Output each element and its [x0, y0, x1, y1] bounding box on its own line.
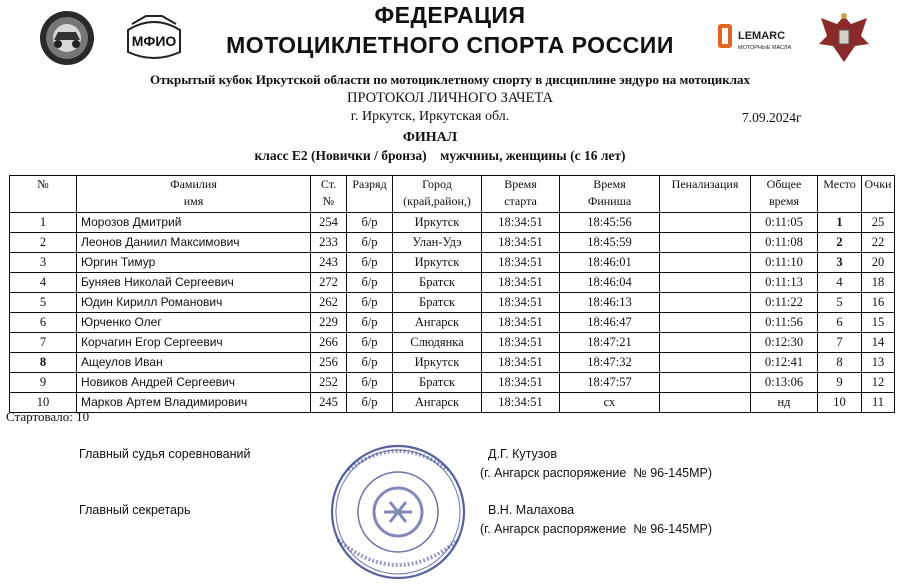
cell-total: 0:13:06 — [751, 373, 818, 393]
federation-title-line1: ФЕДЕРАЦИЯ — [374, 2, 526, 28]
col-bib-header: Ст. № — [311, 176, 347, 213]
cell-total: 0:12:41 — [751, 353, 818, 373]
cell-bib: 262 — [311, 293, 347, 313]
event-date: 7.09.2024г — [742, 110, 802, 125]
cell-points: 22 — [862, 233, 895, 253]
cell-total: 0:11:08 — [751, 233, 818, 253]
cell-name: Юдин Кирилл Романович — [77, 293, 311, 313]
cup-title: Открытый кубок Иркутской области по мотоциклетному спорту в дисциплине эндуро на мотоциклах — [149, 72, 751, 87]
cell-rank: б/р — [347, 253, 393, 273]
cell-penalty — [660, 293, 751, 313]
cell-penalty — [660, 233, 751, 253]
cell-total: 0:11:13 — [751, 273, 818, 293]
cell-finish: 18:45:56 — [560, 213, 660, 233]
table-row — [10, 233, 895, 253]
cell-points: 18 — [862, 273, 895, 293]
cell-place: 8 — [818, 353, 862, 373]
col-name-header: Фамилия имя — [77, 176, 311, 213]
cell-place: 4 — [818, 273, 862, 293]
cell-bib: 272 — [311, 273, 347, 293]
cell-total: нд — [751, 393, 818, 413]
cell-place: 1 — [818, 213, 862, 233]
cell-num: 4 — [10, 273, 77, 293]
cell-city: Иркутск — [393, 253, 482, 273]
cell-num: 8 — [10, 353, 77, 373]
cell-rank: б/р — [347, 313, 393, 333]
cell-city: Иркутск — [393, 213, 482, 233]
cell-name: Марков Артем Владимирович — [77, 393, 311, 413]
cell-rank: б/р — [347, 213, 393, 233]
cell-rank: б/р — [347, 293, 393, 313]
cell-start: 18:34:51 — [482, 393, 560, 413]
cell-num: 10 — [10, 393, 77, 413]
col-penalty-header: Пенализация — [660, 176, 751, 213]
cell-points: 11 — [862, 393, 895, 413]
cell-points: 12 — [862, 373, 895, 393]
cell-name: Морозов Дмитрий — [77, 213, 311, 233]
cell-penalty — [660, 253, 751, 273]
cell-name: Леонов Даниил Максимович — [77, 233, 311, 253]
col-rank-header: Разряд — [347, 176, 393, 213]
col-place-header: Место — [818, 176, 862, 213]
cell-bib: 256 — [311, 353, 347, 373]
col-city-header: Город (край,район,) — [393, 176, 482, 213]
cell-penalty — [660, 273, 751, 293]
cell-total: 0:12:30 — [751, 333, 818, 353]
cell-points: 25 — [862, 213, 895, 233]
cell-penalty — [660, 393, 751, 413]
table-row — [10, 393, 895, 413]
table-row — [10, 213, 895, 233]
table-row — [10, 333, 895, 353]
cell-bib: 254 — [311, 213, 347, 233]
cell-name: Юргин Тимур — [77, 253, 311, 273]
cell-finish: сх — [560, 393, 660, 413]
cell-penalty — [660, 213, 751, 233]
col-start-header: Время старта — [482, 176, 560, 213]
cell-finish: 18:47:21 — [560, 333, 660, 353]
cell-bib: 243 — [311, 253, 347, 273]
cell-num: 2 — [10, 233, 77, 253]
svg-text:МОТОРНЫЕ МАСЛА: МОТОРНЫЕ МАСЛА — [738, 45, 792, 51]
cell-bib: 266 — [311, 333, 347, 353]
cell-penalty — [660, 313, 751, 333]
cell-points: 14 — [862, 333, 895, 353]
cell-city: Улан-Удэ — [393, 233, 482, 253]
svg-text:LEMARC: LEMARC — [738, 30, 786, 42]
cell-place: 10 — [818, 393, 862, 413]
cell-rank: б/р — [347, 393, 393, 413]
cell-num: 7 — [10, 333, 77, 353]
cell-total: 0:11:56 — [751, 313, 818, 333]
chief-judge-order: (г. Ангарск распоряжение № 96-145МР) — [480, 466, 713, 480]
cell-start: 18:34:51 — [482, 293, 560, 313]
cell-finish: 18:46:47 — [560, 313, 660, 333]
cell-penalty — [660, 353, 751, 373]
cell-finish: 18:46:13 — [560, 293, 660, 313]
cell-place: 3 — [818, 253, 862, 273]
cell-start: 18:34:51 — [482, 213, 560, 233]
cell-city: Братск — [393, 293, 482, 313]
cell-start: 18:34:51 — [482, 333, 560, 353]
cell-start: 18:34:51 — [482, 353, 560, 373]
cell-place: 6 — [818, 313, 862, 333]
cell-name: Новиков Андрей Сергеевич — [77, 373, 311, 393]
table-header-row — [10, 176, 895, 213]
cell-name: Юрченко Олег — [77, 313, 311, 333]
cell-points: 13 — [862, 353, 895, 373]
chief-secretary-order: (г. Ангарск распоряжение № 96-145МР) — [480, 522, 713, 536]
started-count: Стартовало: 10 — [6, 409, 90, 424]
stage-title: ФИНАЛ — [402, 130, 458, 145]
cell-city: Братск — [393, 373, 482, 393]
cell-finish: 18:47:57 — [560, 373, 660, 393]
table-row — [10, 313, 895, 333]
cell-start: 18:34:51 — [482, 233, 560, 253]
svg-text:МФИО: МФИО — [131, 33, 177, 49]
cell-num: 3 — [10, 253, 77, 273]
col-num-header: № — [10, 176, 77, 213]
cell-points: 20 — [862, 253, 895, 273]
cell-points: 15 — [862, 313, 895, 333]
cell-total: 0:11:10 — [751, 253, 818, 273]
cell-start: 18:34:51 — [482, 273, 560, 293]
cell-num: 1 — [10, 213, 77, 233]
cell-city: Слюдянка — [393, 333, 482, 353]
cell-finish: 18:46:04 — [560, 273, 660, 293]
col-points-header: Очки — [862, 176, 895, 213]
cell-finish: 18:46:01 — [560, 253, 660, 273]
table-row — [10, 353, 895, 373]
cell-name: Буняев Николай Сергеевич — [77, 273, 311, 293]
cell-rank: б/р — [347, 333, 393, 353]
cell-rank: б/р — [347, 273, 393, 293]
cell-name: Корчагин Егор Сергеевич — [77, 333, 311, 353]
cell-start: 18:34:51 — [482, 313, 560, 333]
protocol-title: ПРОТОКОЛ ЛИЧНОГО ЗАЧЕТА — [346, 90, 554, 106]
cell-name: Ащеулов Иван — [77, 353, 311, 373]
cell-num: 9 — [10, 373, 77, 393]
table-row — [10, 273, 895, 293]
cell-penalty — [660, 373, 751, 393]
cell-bib: 229 — [311, 313, 347, 333]
event-location: г. Иркутск, Иркутская обл. — [350, 109, 510, 124]
cell-points: 16 — [862, 293, 895, 313]
cell-start: 18:34:51 — [482, 253, 560, 273]
results-table — [9, 175, 895, 413]
cell-place: 5 — [818, 293, 862, 313]
cell-city: Братск — [393, 273, 482, 293]
col-finish-header: Время Финиша — [560, 176, 660, 213]
cell-rank: б/р — [347, 373, 393, 393]
class-info: класс Е2 (Новички / бронза) мужчины, женщины (с 16 лет) — [254, 148, 626, 163]
cell-place: 2 — [818, 233, 862, 253]
cell-total: 0:11:22 — [751, 293, 818, 313]
cell-place: 7 — [818, 333, 862, 353]
federation-title-line2: МОТОЦИКЛЕТНОГО СПОРТА РОССИИ — [226, 32, 674, 58]
table-row — [10, 253, 895, 273]
cell-total: 0:11:05 — [751, 213, 818, 233]
cell-num: 6 — [10, 313, 77, 333]
cell-rank: б/р — [347, 353, 393, 373]
table-row — [10, 373, 895, 393]
cell-finish: 18:45:59 — [560, 233, 660, 253]
chief-judge-name: Д.Г. Кутузов — [488, 447, 557, 461]
cell-num: 5 — [10, 293, 77, 313]
chief-judge-label: Главный судья соревнований — [79, 447, 251, 461]
col-total-header: Общее время — [751, 176, 818, 213]
cell-start: 18:34:51 — [482, 373, 560, 393]
cell-bib: 245 — [311, 393, 347, 413]
cell-city: Ангарск — [393, 313, 482, 333]
chief-secretary-name: В.Н. Малахова — [488, 503, 575, 517]
cell-finish: 18:47:32 — [560, 353, 660, 373]
chief-secretary-label: Главный секретарь — [79, 503, 191, 517]
cell-rank: б/р — [347, 233, 393, 253]
cell-city: Ангарск — [393, 393, 482, 413]
table-row — [10, 293, 895, 313]
cell-city: Иркутск — [393, 353, 482, 373]
cell-bib: 252 — [311, 373, 347, 393]
cell-penalty — [660, 333, 751, 353]
cell-bib: 233 — [311, 233, 347, 253]
federation-stamp — [318, 440, 478, 580]
cell-place: 9 — [818, 373, 862, 393]
